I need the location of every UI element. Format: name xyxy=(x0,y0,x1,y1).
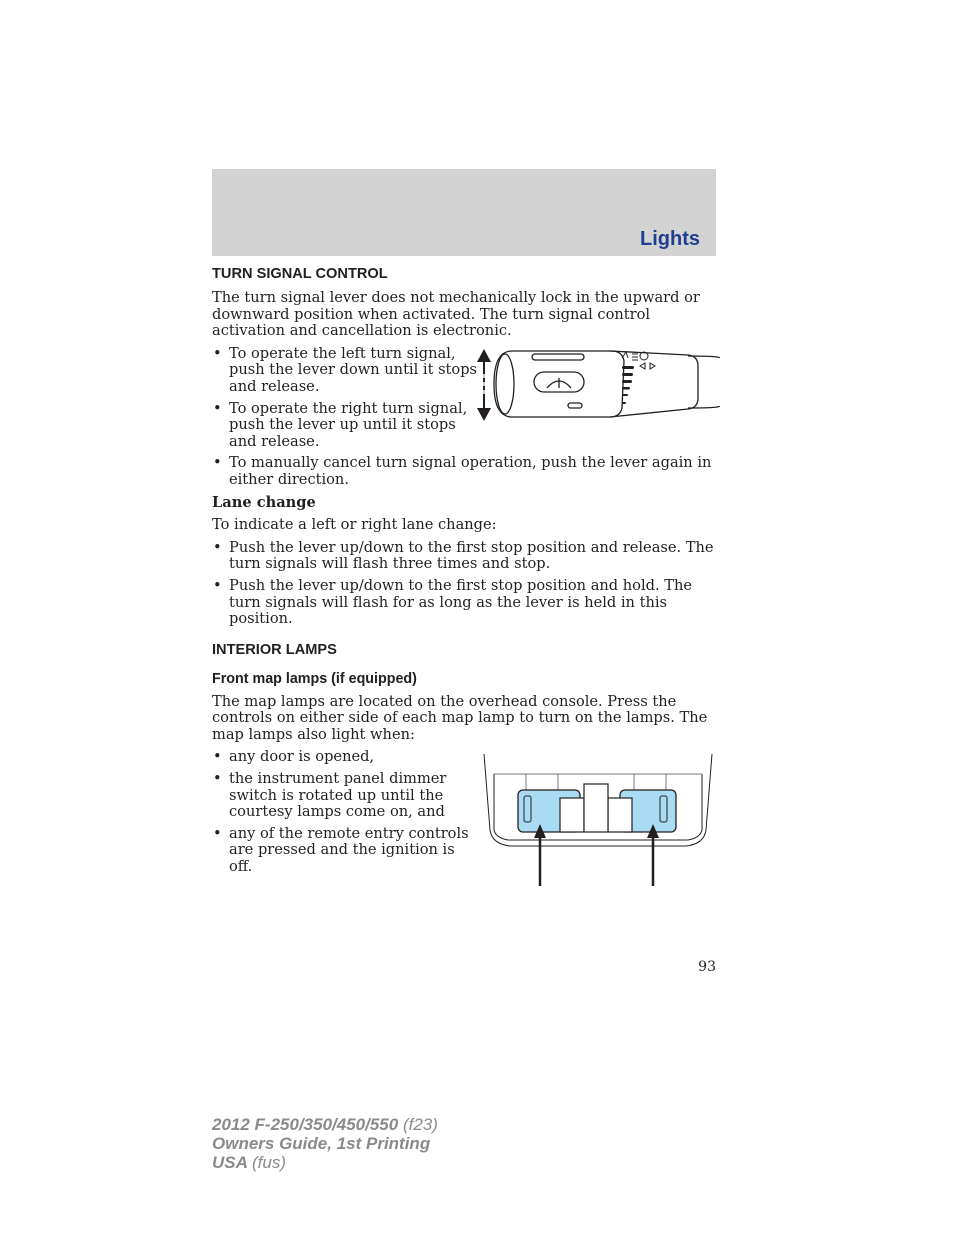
footer-guide: Owners Guide, 1st Printing xyxy=(212,1134,431,1153)
document-footer xyxy=(212,1115,438,1172)
map-lamps-intro: The map lamps are located on the overhead console. Press the controls on either side of each map lamp to turn on the lamps. The map lamps also light when: xyxy=(212,692,708,743)
turn-signal-heading: TURN SIGNAL CONTROL xyxy=(212,266,388,282)
footer-model-code: (f23) xyxy=(402,1115,438,1134)
lane-change-intro: To indicate a left or right lane change: xyxy=(212,516,497,534)
page-number: 93 xyxy=(698,959,716,975)
list-item: • Push the lever up/down to the first stop position and release. The turn signals will flash three times and stop. xyxy=(212,540,716,573)
list-item: • any door is opened, xyxy=(212,749,474,766)
turn-signal-intro: The turn signal lever does not mechanically lock in the upward or downward position when activated. The turn signal control activation and cancellation is electronic. xyxy=(212,289,700,340)
list-item: • To operate the right turn signal, push the lever up until it stops and release. xyxy=(212,401,481,451)
list-item: • the instrument panel dimmer switch is rotated up until the courtesy lamps come on, and xyxy=(212,771,474,821)
turn-signal-lever-figure xyxy=(472,346,720,422)
lane-change-title: Lane change xyxy=(212,493,316,511)
list-item: • To manually cancel turn signal operation, push the lever again in either direction. xyxy=(212,455,716,488)
lever-body xyxy=(494,351,720,417)
map-lamps-subheading: Front map lamps (if equipped) xyxy=(212,670,417,687)
lane-change-list xyxy=(212,540,716,628)
up-down-arrow-icon xyxy=(477,349,491,421)
list-item: • Push the lever up/down to the first stop position and hold. The turn signals will flash for as long as the lever is held in this position. xyxy=(212,578,716,628)
overhead-console-figure xyxy=(480,752,716,888)
interior-lamps-heading: INTERIOR LAMPS xyxy=(212,641,337,658)
section-title: Lights xyxy=(640,228,700,250)
section-header-band xyxy=(212,169,716,256)
callout-arrows-icon xyxy=(534,824,659,886)
footer-model: 2012 F-250/350/450/550 xyxy=(212,1115,399,1134)
footer-region: USA xyxy=(212,1153,248,1172)
list-item: • any of the remote entry controls are pressed and the ignition is off. xyxy=(212,826,474,876)
list-item: • To operate the left turn signal, push the lever down until it stops and release. xyxy=(212,346,481,396)
footer-region-code: (fus) xyxy=(252,1153,286,1172)
